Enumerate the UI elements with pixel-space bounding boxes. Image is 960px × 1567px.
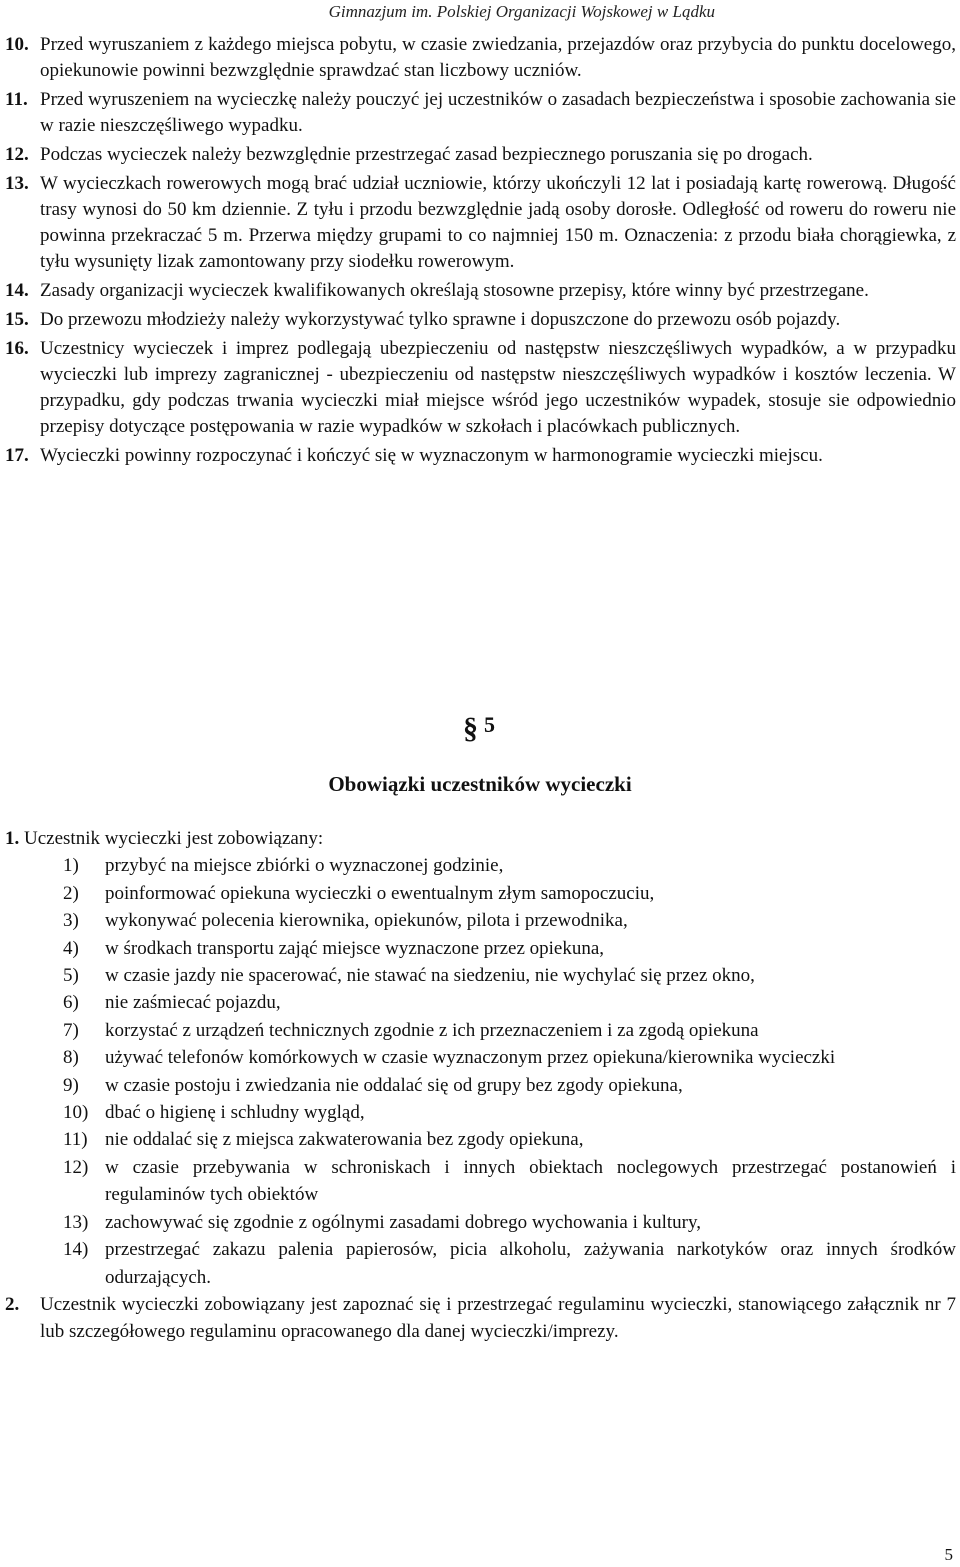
rule-number: 14. <box>5 280 29 301</box>
list-item-text: zachowywać się zgodnie z ogólnymi zasadami dobrego wychowania i kultury, <box>105 1211 702 1233</box>
list-item-text: w czasie postoju i zwiedzania nie oddalać się od grupy bez zgody opiekuna, <box>105 1074 683 1096</box>
point-text: Uczestnik wycieczki zobowiązany jest zapoznać się i przestrzegać regulaminu wycieczki, stanowiącego załącznik nr 7 lub szczegółowego regulaminu opracowanego dla danej wycieczki/imprezy. <box>40 1293 956 1343</box>
rule-number: 15. <box>5 309 29 330</box>
list-item <box>5 1044 956 1071</box>
rule-16 <box>5 336 956 440</box>
participant-duties <box>5 825 956 1365</box>
list-item-number: 12) <box>63 1156 89 1178</box>
list-item-number: 1) <box>63 855 79 877</box>
list-item <box>5 1209 956 1236</box>
rules-list-upper <box>5 32 956 472</box>
rule-17 <box>5 443 956 469</box>
rule-15 <box>5 307 956 333</box>
list-item-number: 5) <box>63 965 79 987</box>
section-title: Obowiązki uczestników wycieczki <box>328 772 632 796</box>
list-item-number: 7) <box>63 1019 79 1041</box>
list-item-number: 13) <box>63 1211 89 1233</box>
list-item-number: 14) <box>63 1239 89 1261</box>
rule-number: 11. <box>5 89 28 110</box>
rule-number: 10. <box>5 34 29 55</box>
list-item <box>5 1017 956 1044</box>
page-number: 5 <box>944 1545 953 1564</box>
rule-text: Przed wyruszeniem na wycieczkę należy pouczyć jej uczestników o zasadach bezpieczeństwa i sposobie zachowania sie w razie nieszczęśliwego wypadku. <box>40 89 956 136</box>
section-symbol: § <box>463 712 478 745</box>
list-item <box>5 989 956 1016</box>
rule-text: Do przewozu młodzieży należy wykorzystywać tylko sprawne i dopuszczone do przewozu osób pojazdy. <box>40 309 841 330</box>
rule-text: Przed wyruszaniem z każdego miejsca pobytu, w czasie zwiedzania, przejazdów oraz przybycia do punktu docelowego, opiekunowie powinni bezwzględnie sprawdzać stan liczbowy uczniów. <box>40 34 956 81</box>
list-item <box>5 1126 956 1153</box>
list-item-number: 2) <box>63 882 79 904</box>
rule-text: W wycieczkach rowerowych mogą brać udział uczniowie, którzy ukończyli 12 lat i posiadają kartę rowerową. Długość trasy wynosi do 50 km dziennie. Z tyłu i przodu bezwzględnie jadą osoby dorosłe. Odległość od roweru do roweru nie powinna przekraczać 5 m. Przerwa między grupami to co najmniej 150 m. Oznaczenia: z przodu biała chorągiewka, z tyłu wysunięty lizak zamontowany przy siodełku rowerowym. <box>40 173 956 272</box>
list-item-text: poinformować opiekuna wycieczki o ewentualnym złym samopoczuciu, <box>105 882 655 904</box>
list-item-number: 6) <box>63 992 79 1014</box>
rule-number: 16. <box>5 338 29 359</box>
list-item <box>5 907 956 934</box>
point-number: 1. <box>5 828 20 849</box>
list-item-text: dbać o higienę i schludny wygląd, <box>105 1102 365 1124</box>
list-item-text: przybyć na miejsce zbiórki o wyznaczonej godzinie, <box>105 855 504 877</box>
list-item <box>5 1099 956 1126</box>
rule-14 <box>5 278 956 304</box>
list-item-text: przestrzegać zakazu palenia papierosów, picia alkoholu, zażywania narkotyków oraz innych środków odurzających. <box>105 1239 956 1288</box>
list-item-text: używać telefonów komórkowych w czasie wyznaczonym przez opiekuna/kierownika wycieczki <box>105 1047 836 1069</box>
list-item-text: nie zaśmiecać pojazdu, <box>105 992 281 1014</box>
list-item-number: 10) <box>63 1102 89 1124</box>
page-header: Gimnazjum im. Polskiej Organizacji Wojskowej w Lądku <box>328 2 715 21</box>
rule-text: Uczestnicy wycieczek i imprez podlegają ubezpieczeniu od następstw nieszczęśliwych wypadków, a w przypadku wycieczki lub imprezy zagranicznej - ubezpieczeniu od następstw nieszczęśliwych wypadków i kosztów leczenia. W przypadku, gdy podczas trwania wycieczki miał miejsce wśród jego uczestników wypadek, stosuje sie odpowiednio przepisy dotyczące postępowania w razie wypadków w szkołach i placówkach publicznych. <box>40 338 956 437</box>
list-item-text: wykonywać polecenia kierownika, opiekunów, pilota i przewodnika, <box>105 910 628 932</box>
section-heading <box>463 712 495 746</box>
list-item-text: korzystać z urządzeń technicznych zgodnie z ich przeznaczeniem i za zgodą opiekuna <box>105 1019 759 1041</box>
list-item-text: nie oddalać się z miejsca zakwaterowania bez zgody opiekuna, <box>105 1129 584 1151</box>
section-number: 5 <box>484 712 495 737</box>
list-item <box>5 1236 956 1291</box>
point-1-intro <box>5 825 956 852</box>
list-item-number: 8) <box>63 1047 79 1069</box>
point-number: 2. <box>5 1293 20 1315</box>
list-item-number: 3) <box>63 910 79 932</box>
list-item-text: w czasie przebywania w schroniskach i innych obiektach noclegowych przestrzegać postanowień i regulaminów tych obiektów <box>105 1156 956 1206</box>
list-item <box>5 852 956 879</box>
list-item <box>5 962 956 989</box>
duties-list <box>5 852 956 1291</box>
list-item <box>5 1072 956 1099</box>
rule-number: 17. <box>5 445 29 466</box>
rule-text: Zasady organizacji wycieczek kwalifikowanych określają stosowne przepisy, które winny być przestrzegane. <box>40 280 869 301</box>
rule-10 <box>5 32 956 84</box>
list-item <box>5 935 956 962</box>
rule-text: Podczas wycieczek należy bezwzględnie przestrzegać zasad bezpiecznego poruszania się po drogach. <box>40 144 813 165</box>
list-item-number: 4) <box>63 937 79 959</box>
point-intro-text: Uczestnik wycieczki jest zobowiązany: <box>24 828 324 849</box>
list-item-number: 11) <box>63 1129 88 1151</box>
rule-number: 13. <box>5 173 29 194</box>
rule-11 <box>5 87 956 139</box>
list-item-text: w czasie jazdy nie spacerować, nie stawać na siedzeniu, nie wychylać się przez okno, <box>105 965 755 987</box>
list-item <box>5 1154 956 1209</box>
list-item <box>5 880 956 907</box>
rule-number: 12. <box>5 144 29 165</box>
rule-12 <box>5 142 956 168</box>
list-item-text: w środkach transportu zająć miejsce wyznaczone przez opiekuna, <box>105 937 605 959</box>
list-item-number: 9) <box>63 1074 79 1096</box>
point-2 <box>5 1291 956 1346</box>
rule-text: Wycieczki powinny rozpoczynać i kończyć się w wyznaczonym w harmonogramie wycieczki miejscu. <box>40 445 823 466</box>
rule-13 <box>5 171 956 275</box>
